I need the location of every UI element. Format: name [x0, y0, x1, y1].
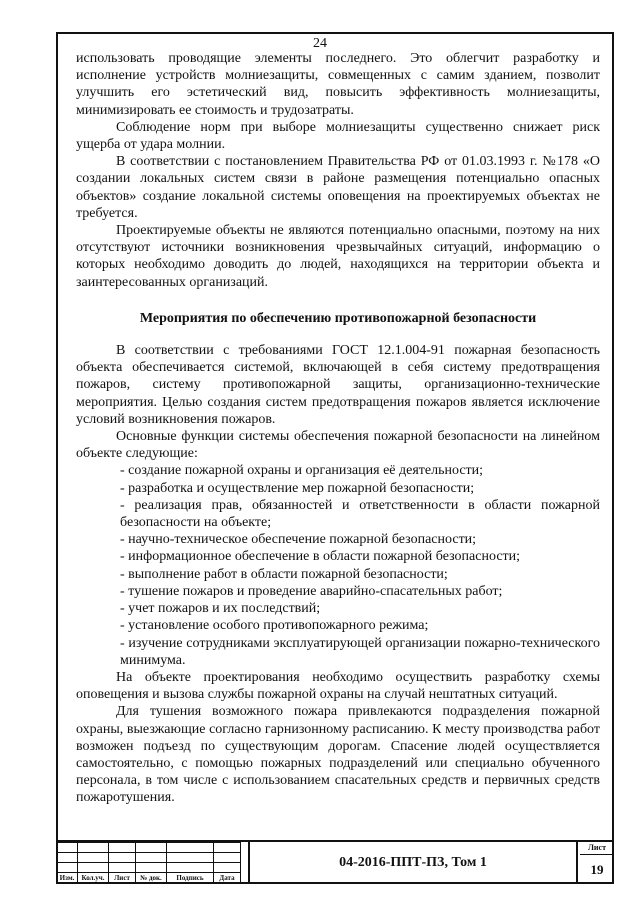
- column-header: Подпись: [167, 873, 214, 883]
- document-designation: 04-2016-ППТ-ПЗ, Том 1: [248, 842, 578, 884]
- column-header: № док.: [136, 873, 167, 883]
- list-item: - изучение сотрудниками эксплуатирующей организации пожарно-технического минимума.: [120, 635, 600, 668]
- paragraph: Для тушения возможного пожара привлекаются подразделения пожарной охраны, выезжающие согласно гарнизонному расписанию. К месту производства работ возможен подъезд по существующим дорогам. Спасение людей осуществляется самостоятельно, с помощью пожарных подразделений или специально обученного персонала, в том числе с использованием спасательных средств и первичных средств пожаротушения.: [76, 704, 600, 806]
- paragraph: Соблюдение норм при выборе молниезащиты существенно снижает риск ущерба от удара молнии.: [76, 119, 600, 153]
- paragraph: На объекте проектирования необходимо осуществить разработку схемы оповещения и вызова службы пожарной охраны на случай нештатных ситуаций.: [76, 669, 600, 703]
- functions-list: [76, 462, 600, 668]
- paragraph: В соответствии с требованиями ГОСТ 12.1.004-91 пожарная безопасность объекта обеспечивается системой, включающей в себя систему предотвращения пожаров, систему противопожарной защиты, организационно-технические мероприятия. Целью создания систем предотвращения пожаров является исключение условий возникновения пожаров.: [76, 343, 600, 427]
- sheet-number: 19: [590, 862, 604, 877]
- page-number: 24: [313, 36, 327, 51]
- list-item: - учет пожаров и их последствий;: [120, 601, 321, 617]
- column-header: Изм.: [57, 873, 78, 883]
- revision-table: [56, 842, 241, 883]
- paragraph: использовать проводящие элементы последнего. Это облегчит разработку и исполнение устройств молниезащиты, совмещенных с самим зданием, позволит улучшить его эстетический вид, повысить эффективность молниезащиты, минимизировать ее стоимость и трудозатраты.: [76, 51, 600, 118]
- list-item: - информационное обеспечение в области пожарной безопасности;: [120, 549, 521, 565]
- list-item: - тушение пожаров и проведение аварийно-спасательных работ;: [120, 583, 503, 599]
- title-block: [56, 840, 614, 884]
- section-heading: Мероприятия по обеспечению противопожарной безопасности: [139, 310, 537, 326]
- column-header: Кол.уч.: [78, 873, 109, 883]
- sheet-label: Лист: [580, 842, 614, 855]
- list-item: - установление особого противопожарного режима;: [120, 618, 429, 634]
- document-body: [76, 50, 600, 807]
- list-item: - реализация прав, обязанностей и ответственности в области пожарной безопасности на объекте;: [120, 497, 600, 531]
- list-item: - выполнение работ в области пожарной безопасности;: [120, 566, 448, 582]
- paragraph: Проектируемые объекты не являются потенциально опасными, поэтому на них отсутствуют источники возникновения чрезвычайных ситуаций, информацию о которых необходимо доводить до людей, находящихся на территории объекта и заинтересованных организаций.: [76, 223, 600, 290]
- list-item: - создание пожарной охраны и организация её деятельности;: [120, 463, 484, 479]
- paragraph: В соответствии с постановлением Правительства РФ от 01.03.1993 г. №178 «О создании локальных систем связи в районе размещения потенциально опасных объектов» создание локальной системы оповещения на проектируемых объектах не требуется.: [76, 154, 600, 221]
- column-header: Лист: [109, 873, 136, 883]
- paragraph: Основные функции системы обеспечения пожарной безопасности на линейном объекте следующие:: [76, 429, 600, 462]
- list-item: - разработка и осуществление мер пожарной безопасности;: [120, 480, 475, 496]
- column-header: Дата: [214, 873, 241, 883]
- list-item: - научно-техническое обеспечение пожарной безопасности;: [120, 532, 477, 548]
